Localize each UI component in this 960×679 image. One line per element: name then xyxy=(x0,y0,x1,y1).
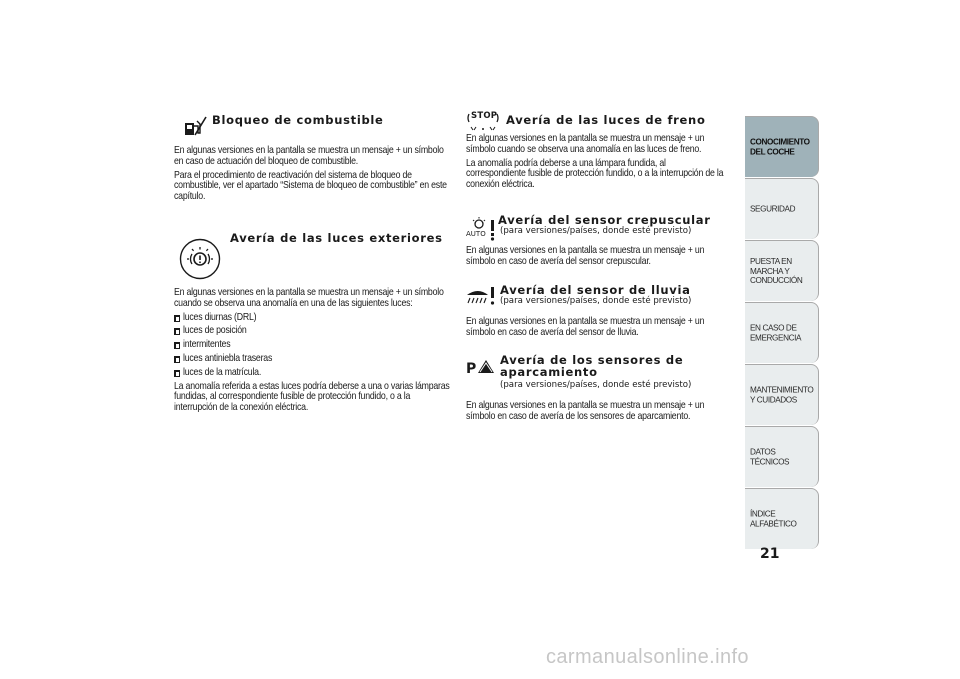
fuel-block-title: Bloqueo de combustible xyxy=(212,113,384,127)
brake-lights-paragraph: La anomalía podría deberse a una lámpara fundida, al correspondiente fusible de protección fundido, o a la interrupción de la conexión eléctrica. xyxy=(466,157,724,191)
exterior-lights-list xyxy=(174,313,452,379)
fuel-block-paragraph: Para el procedimiento de reactivación del sistema de bloqueo de combustible, ver el apartado “Sistema de bloqueo de combustible” en este capítulo. xyxy=(174,169,447,203)
tab-mantenimiento[interactable]: MANTENIMIENTO Y CUIDADOS xyxy=(745,364,819,425)
exterior-lights-body xyxy=(174,288,452,417)
stop-light-failure-icon xyxy=(466,112,500,134)
exterior-lights-outro: La anomalía referida a estas luces podría deberse a una o varias lámparas fundidas, al correspondiente fusible de protección fundido, o a la interrupción de la conexión eléctrica. xyxy=(174,380,450,414)
brake-lights-title: Avería de las luces de freno xyxy=(506,113,706,127)
rain-sensor-paragraph: En algunas versiones en la pantalla se muestra un mensaje + un símbolo en caso de avería del sensor de lluvia. xyxy=(466,316,705,338)
checkbox-bullet-icon xyxy=(174,328,180,335)
brake-lights-paragraph: En algunas versiones en la pantalla se muestra un mensaje + un símbolo cuando se observa una anomalía en las luces de freno. xyxy=(466,133,705,155)
checkbox-bullet-icon xyxy=(174,315,180,322)
stop-icon-label: STOP xyxy=(471,111,498,121)
dusk-sensor-subtitle: (para versiones/países, donde esté previsto) xyxy=(500,226,692,236)
chapter-tabs xyxy=(745,116,819,550)
exterior-lights-intro: En algunas versiones en la pantalla se muestra un mensaje + un símbolo cuando se observa una anomalía en una de las siguientes luces: xyxy=(174,287,444,309)
auto-icon-label: AUTO xyxy=(466,230,486,238)
tab-seguridad[interactable]: SEGURIDAD xyxy=(745,178,819,239)
dusk-sensor-failure-icon xyxy=(466,216,498,242)
exterior-lights-title: Avería de las luces exteriores xyxy=(230,231,443,245)
parking-sensors-title-line2: aparcamiento xyxy=(500,365,598,379)
rain-sensor-subtitle: (para versiones/países, donde esté previsto) xyxy=(500,296,692,306)
list-item: luces de posición xyxy=(174,326,452,337)
fuel-block-body xyxy=(174,146,452,206)
tab-datos-tecnicos[interactable]: DATOS TÉCNICOS xyxy=(745,426,819,487)
exterior-light-failure-icon xyxy=(179,238,221,280)
parking-sensors-subtitle: (para versiones/países, donde esté previsto) xyxy=(500,380,692,390)
list-item: luces diurnas (DRL) xyxy=(174,313,452,324)
list-item: luces de la matrícula. xyxy=(174,368,452,379)
fuel-cutoff-icon xyxy=(182,114,208,138)
parking-sensors-paragraph: En algunas versiones en la pantalla se muestra un mensaje + un símbolo en caso de avería de los sensores de aparcamiento. xyxy=(466,400,705,422)
dusk-sensor-body xyxy=(466,246,728,271)
list-item: intermitentes xyxy=(174,340,452,351)
rain-sensor-title: Avería del sensor de lluvia xyxy=(500,283,691,297)
tab-conocimiento-del-coche[interactable]: CONOCIMIENTO DEL COCHE xyxy=(745,116,819,177)
tab-puesta-en-marcha[interactable]: PUESTA EN MARCHA Y CONDUCCIÓN xyxy=(745,240,819,301)
checkbox-bullet-icon xyxy=(174,370,180,377)
watermark: carmanualsonline.info xyxy=(546,646,749,668)
parking-sensor-failure-icon xyxy=(466,358,494,376)
rain-sensor-failure-icon xyxy=(466,286,498,306)
parking-sensors-title-line1: Avería de los sensores de xyxy=(500,353,684,367)
tab-indice-alfabetico[interactable]: ÍNDICE ALFABÉTICO xyxy=(745,488,819,549)
parking-sensors-body xyxy=(466,401,728,426)
list-item: luces antiniebla traseras xyxy=(174,354,452,365)
brake-lights-body xyxy=(466,134,728,194)
dusk-sensor-title: Avería del sensor crepuscular xyxy=(498,213,711,227)
checkbox-bullet-icon xyxy=(174,342,180,349)
dusk-sensor-paragraph: En algunas versiones en la pantalla se muestra un mensaje + un símbolo en caso de avería del sensor crepuscular. xyxy=(466,245,705,267)
svg-text:P: P xyxy=(466,361,477,376)
page-number: 21 xyxy=(760,546,780,562)
tab-en-caso-de-emergencia[interactable]: EN CASO DE EMERGENCIA xyxy=(745,302,819,363)
fuel-block-paragraph: En algunas versiones en la pantalla se muestra un mensaje + un símbolo en caso de actuación del bloqueo de combustible. xyxy=(174,145,444,167)
checkbox-bullet-icon xyxy=(174,356,180,363)
rain-sensor-body xyxy=(466,317,728,342)
